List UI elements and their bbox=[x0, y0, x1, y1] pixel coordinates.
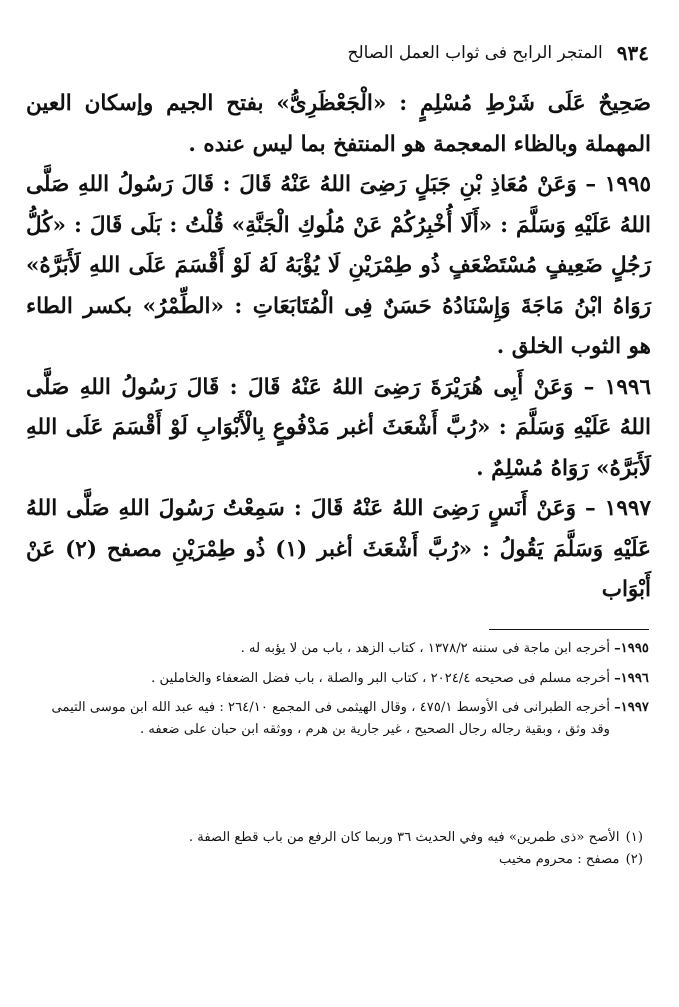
editor-notes bbox=[30, 827, 643, 871]
footnote-number: ١٩٩٧– bbox=[614, 700, 649, 715]
main-text bbox=[26, 84, 651, 611]
footnotes bbox=[30, 638, 649, 748]
running-title: المتجر الرابح فى ثواب العمل الصالح bbox=[347, 43, 603, 63]
footnote-number: ١٩٩٥– bbox=[614, 641, 649, 656]
footnote-text: أخرجه مسلم فى صحيحه ٢٠٢٤/٤ ، كتاب البر والصلة ، باب فضل الضعفاء والخاملين . bbox=[151, 670, 611, 686]
footnote-number: ١٩٩٦– bbox=[614, 670, 649, 686]
note-text: مصفح : محروم مخيب bbox=[499, 852, 620, 867]
note-number: (٢) bbox=[625, 852, 643, 867]
note-2 bbox=[30, 849, 643, 871]
hadith-1995: ١٩٩٥ – وَعَنْ مُعَاذِ بْنِ جَبَلٍ رَضِىَ اللهُ عَنْهُ قَالَ : قَالَ رَسُولُ اللهِ صَلَّى اللهُ عَلَيْهِ وَسَلَّمَ : «أَلَا أُخْبِرُكُمْ عَنْ مُلُوكِ الْجَنَّةِ» قُلْتُ : بَلَى قَالَ : «كُلُّ رَجُلٍ ضَعِيفٍ مُسْتَضْعَفٍ ذُو طِمْرَيْنِ لَا يُؤْبَهُ لَهُ لَوْ أَقْسَمَ عَلَى اللهِ لَأَبَرَّهُ» رَوَاهُ ابْنُ مَاجَةَ وَإِسْنَادُهُ حَسَنٌ فِى الْمُتَابَعَاتِ : «الطِّمْرُ» بكسر الطاء هو الثوب الخلق . bbox=[26, 172, 651, 359]
page-header bbox=[30, 40, 649, 66]
footnote-1996 bbox=[30, 668, 649, 690]
hadith-1996: ١٩٩٦ – وَعَنْ أَبِى هُرَيْرَةَ رَضِىَ اللهُ عَنْهُ قَالَ : قَالَ رَسُولُ اللهِ صَلَّى اللهُ عَلَيْهِ وَسَلَّمَ : «رُبَّ أَشْعَثَ أغبر مَدْفُوعٍ بِالْأَبْوَابِ لَوْ أَقْسَمَ عَلَى اللهِ لَأَبَرَّهُ» رَوَاهُ مُسْلِمٌ . bbox=[26, 374, 651, 481]
footnote-divider bbox=[489, 629, 649, 630]
page-number: ٩٣٤ bbox=[616, 41, 649, 65]
footnote-1995 bbox=[30, 638, 649, 660]
paragraph: صَحِيحٌ عَلَى شَرْطِ مُسْلِمٍ : «الْجَعْظَرِىُّ» بفتح الجيم وإسكان العين المهملة وبالظاء المعجمة هو المنتفخ بما ليس عنده . bbox=[26, 91, 651, 157]
footnote-1997 bbox=[30, 697, 649, 740]
note-number: (١) bbox=[625, 830, 643, 845]
hadith-1997: ١٩٩٧ – وَعَنْ أَنَسٍ رَضِىَ اللهُ عَنْهُ قَالَ : سَمِعْتُ رَسُولَ اللهِ صَلَّى اللهُ عَلَيْهِ وَسَلَّمَ يَقُولُ : «رُبَّ أَشْعَثَ أغبر (١) ذُو طِمْرَيْنِ مصفح (٢) عَنْ أَبْوَاب bbox=[26, 496, 651, 602]
footnote-text: أخرجه ابن ماجة فى سننه ١٣٧٨/٢ ، كتاب الزهد ، باب من لا يؤبه له . bbox=[240, 641, 611, 656]
footnote-text: أخرجه الطبرانى فى الأوسط ٤٧٥/١ ، وقال الهيثمى فى المجمع ٢٦٤/١٠ : فيه عبد الله ابن موسى التيمى وقد وثق ، وبقية رجاله رجال الصحيح ، غير جارية بن هرم ، ووثقه ابن حبان على ضعفه . bbox=[51, 700, 611, 737]
note-text: الأصح «ذى طمرين» فيه وفي الحديث ٣٦ وربما كان الرفع من باب قطع الصفة . bbox=[188, 830, 620, 845]
note-1 bbox=[30, 827, 643, 849]
